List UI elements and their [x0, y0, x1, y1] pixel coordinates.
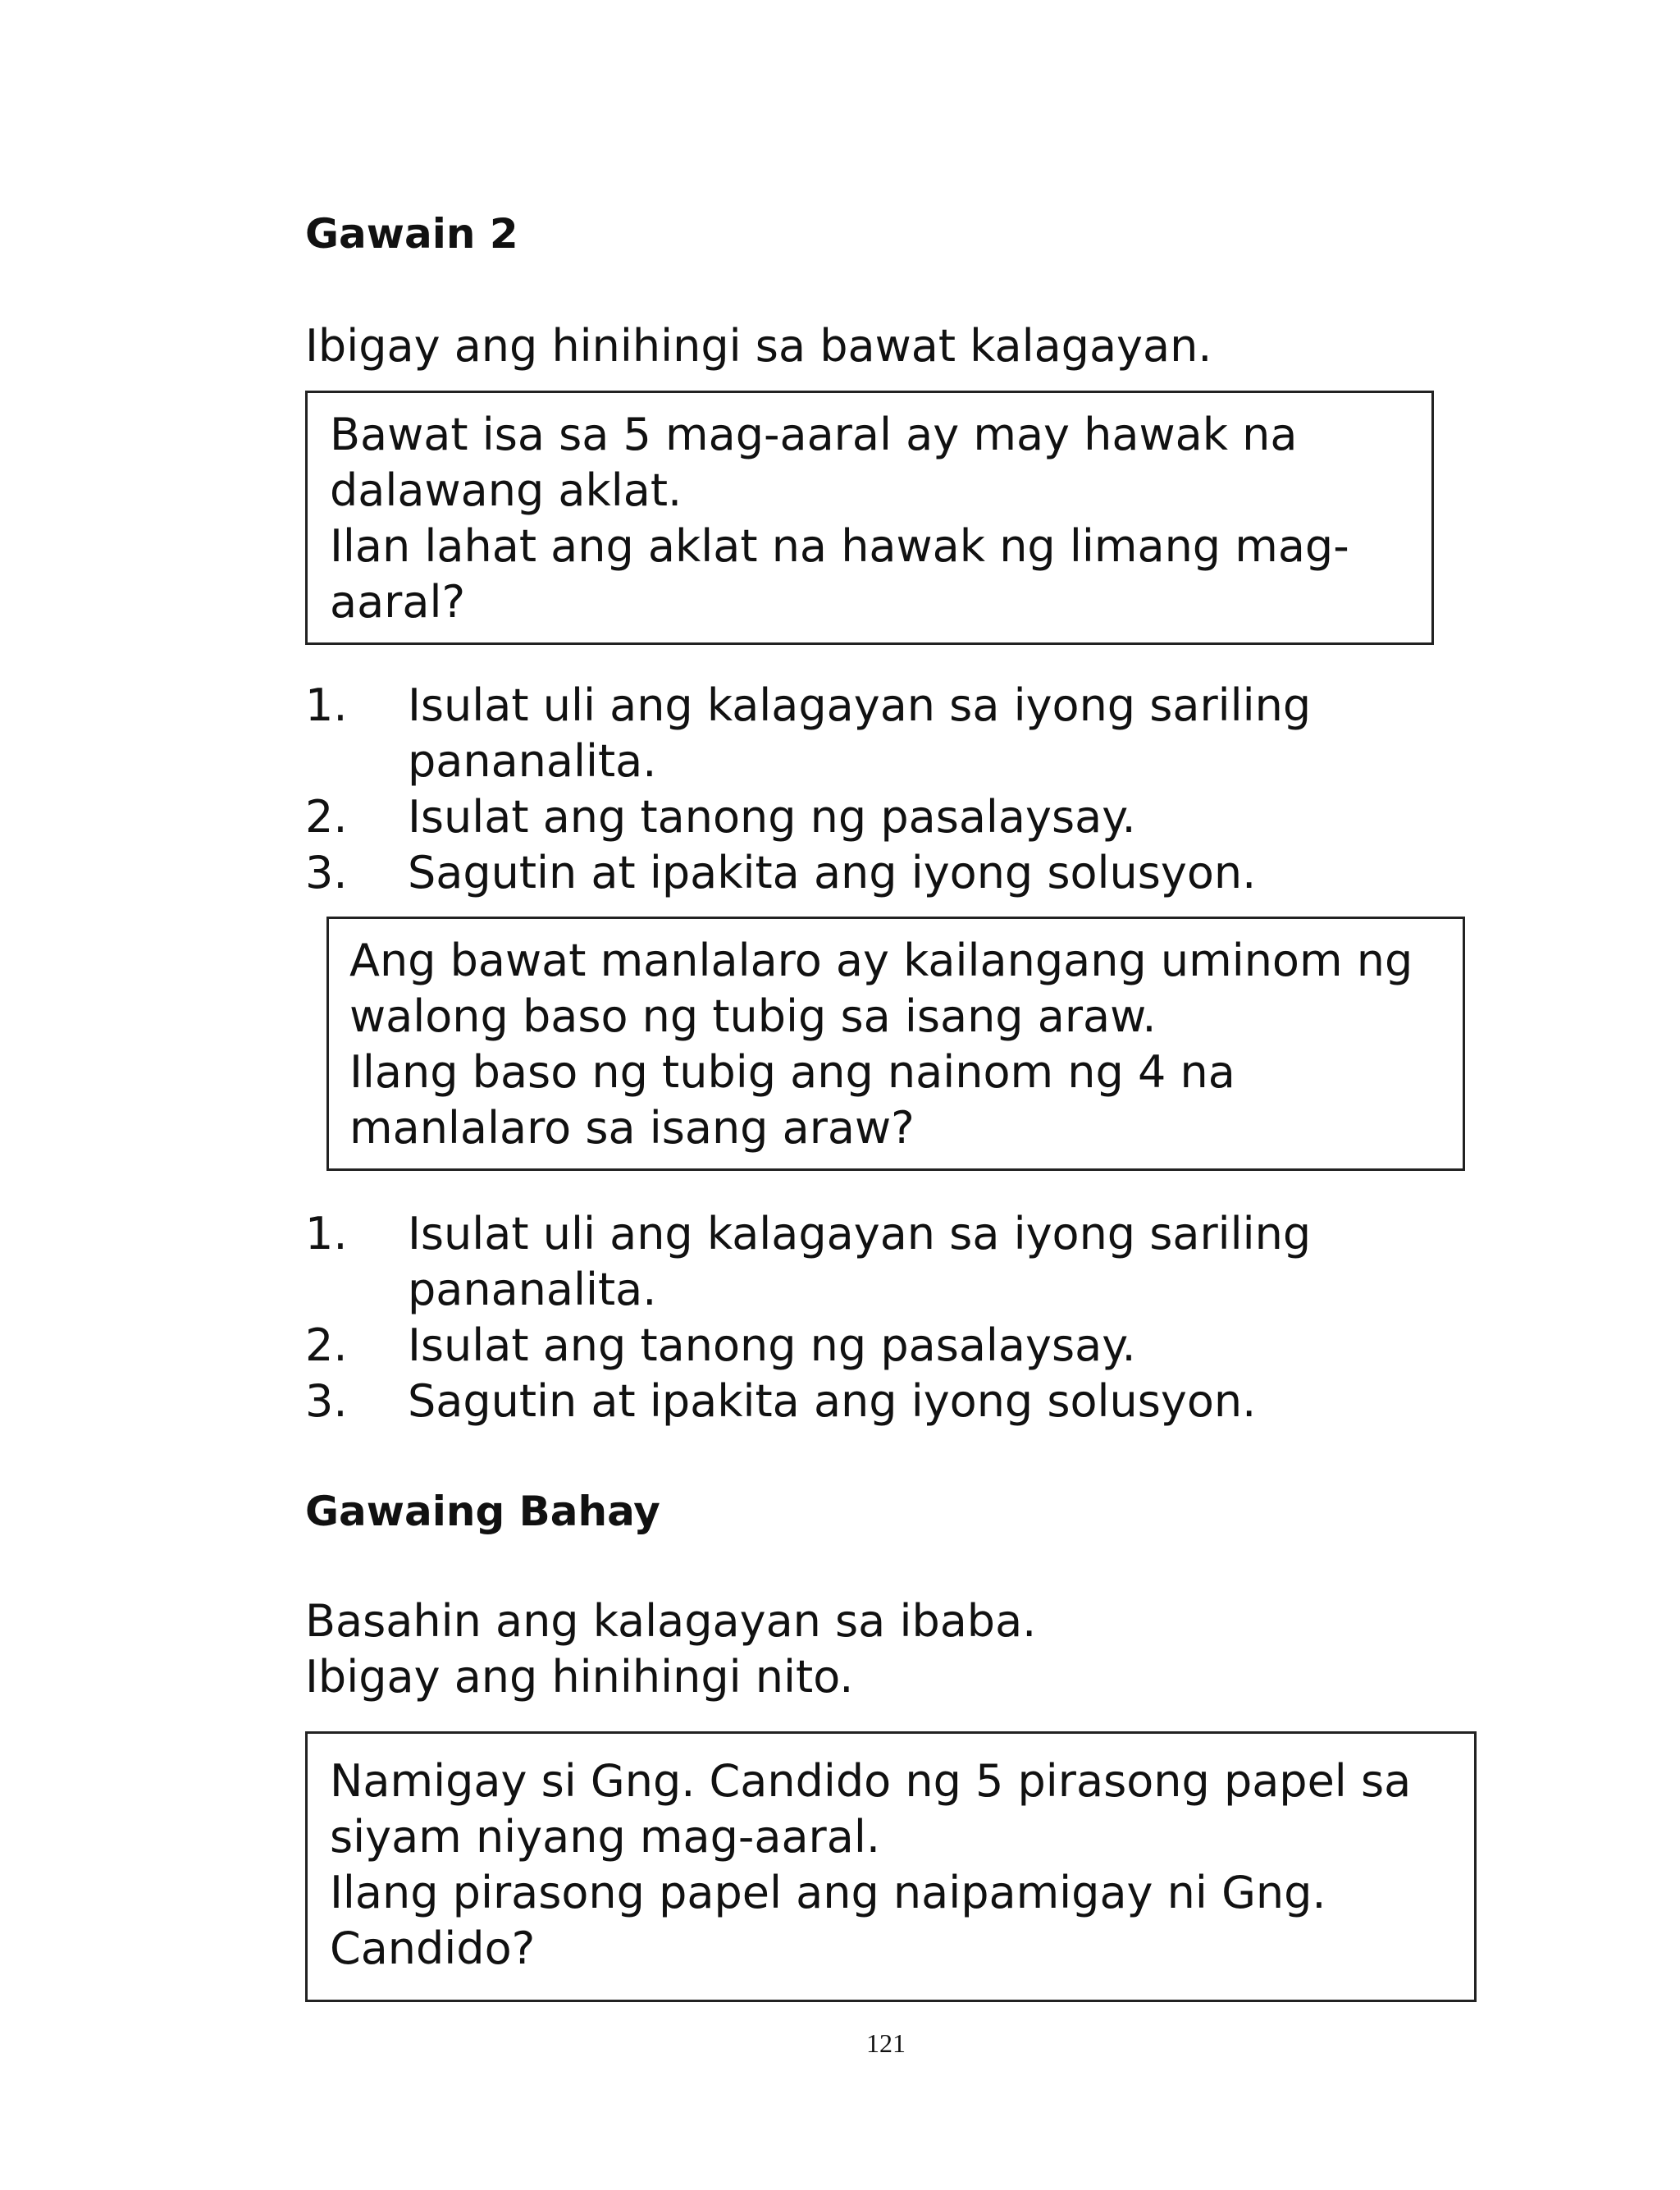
list-text-line: Isulat uli ang kalagayan sa iyong sariling [408, 679, 1312, 731]
list-text-line: pananalita. [408, 735, 657, 787]
list-text-line: pananalita. [408, 1264, 657, 1315]
instruction-text: Ibigay ang hinihingi sa bawat kalagayan. [305, 320, 1212, 372]
problem-box-1 [305, 391, 1434, 645]
list-text: Sagutin at ipakita ang iyong solusyon. [408, 847, 1257, 898]
problem-box-2-line: Ilang baso ng tubig ang nainom ng 4 na [349, 1046, 1235, 1098]
problem-box-1-line: dalawang aklat. [330, 464, 682, 516]
problem-box-2-line: Ang bawat manlalaro ay kailangang uminom ng [349, 935, 1413, 986]
list-item [305, 1206, 1454, 1318]
problem-box-3-line: Ilang pirasong papel ang naipamigay ni Gng. [330, 1867, 1326, 1918]
list-number: 3. [305, 847, 348, 898]
list-text: Isulat ang tanong ng pasalaysay. [408, 1319, 1136, 1371]
list-number: 1. [305, 679, 348, 731]
problem-box-1-line: Ilan lahat ang aklat na hawak ng limang mag- [330, 520, 1349, 572]
list-item [305, 678, 1454, 789]
list-text [408, 1206, 1311, 1318]
problem-box-3 [305, 1731, 1477, 2002]
list-number: 3. [305, 1375, 348, 1427]
list-text: Isulat ang tanong ng pasalaysay. [408, 791, 1136, 843]
list-number: 2. [305, 791, 348, 843]
list-item [305, 845, 1454, 901]
list-number: 2. [305, 1319, 348, 1371]
instruction-line: Basahin ang kalagayan sa ibaba. [305, 1595, 1037, 1647]
list-number: 1. [305, 1208, 348, 1260]
list-text-line: Isulat uli ang kalagayan sa iyong sariling [408, 1208, 1312, 1260]
list-item [305, 1318, 1454, 1374]
list-item [305, 1374, 1454, 1429]
page-number: 121 [866, 2028, 906, 2058]
problem-box-2-line: walong baso ng tubig sa isang araw. [349, 990, 1157, 1042]
problem-box-2-line: manlalaro sa isang araw? [349, 1102, 915, 1154]
problem-box-3-line: Candido? [330, 1923, 536, 1974]
instruction-block [305, 1593, 1036, 1705]
instruction-line: Ibigay ang hinihingi nito. [305, 1651, 854, 1703]
list-text [408, 678, 1311, 789]
section-heading-gawaing-bahay: Gawaing Bahay [305, 1488, 660, 1535]
problem-box-3-line: Namigay si Gng. Candido ng 5 pirasong papel sa [330, 1755, 1412, 1807]
problem-box-1-line: Bawat isa sa 5 mag-aaral ay may hawak na [330, 409, 1298, 460]
section-heading-gawain-2: Gawain 2 [305, 210, 518, 258]
problem-box-3-line: siyam niyang mag-aaral. [330, 1811, 880, 1863]
problem-box-2 [326, 917, 1465, 1171]
list-item [305, 789, 1454, 845]
list-text: Sagutin at ipakita ang iyong solusyon. [408, 1375, 1257, 1427]
problem-box-1-line: aaral? [330, 576, 466, 628]
